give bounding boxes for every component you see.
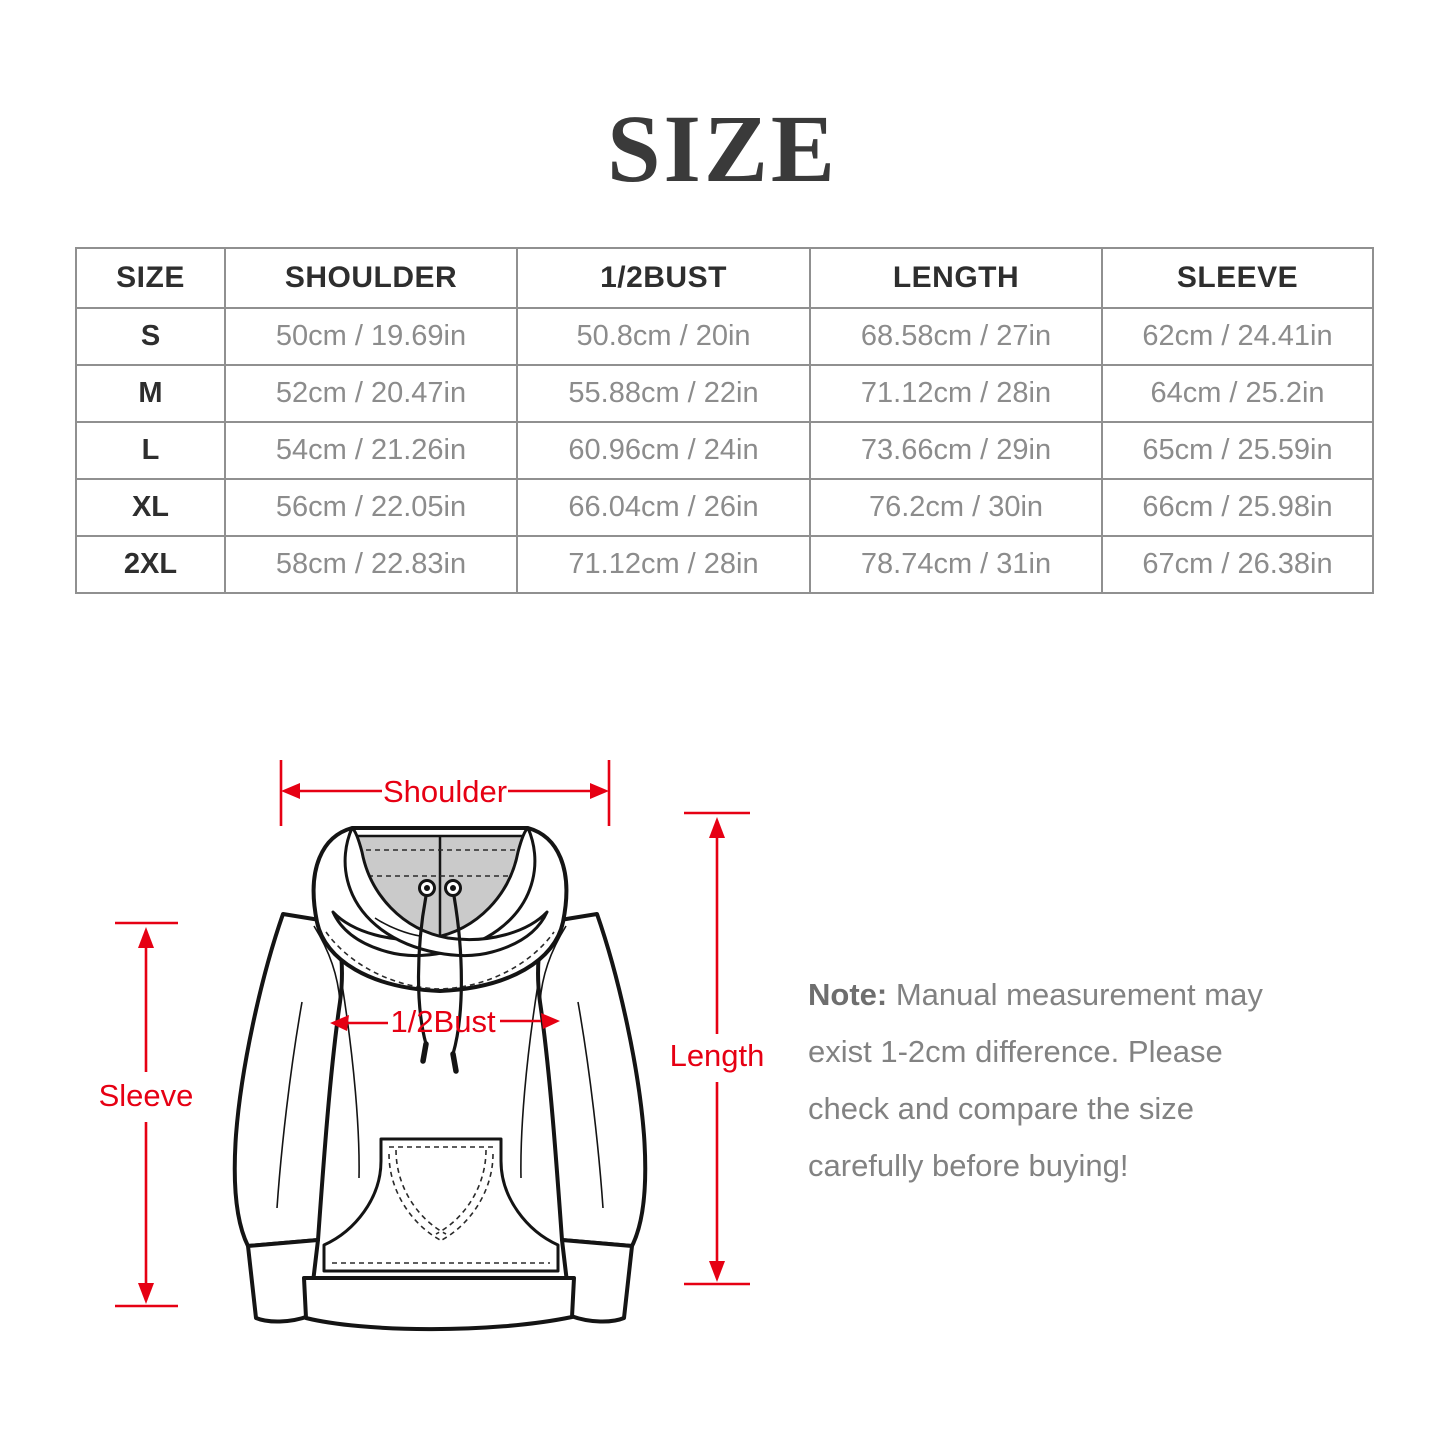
length-label: Length <box>669 1038 765 1073</box>
table-cell: 66.04cm / 26in <box>517 479 810 536</box>
note-line: exist 1-2cm difference. Please <box>808 1034 1223 1069</box>
table-cell: 65cm / 25.59in <box>1102 422 1373 479</box>
shoulder-label: Shoulder <box>382 774 508 809</box>
table-cell: 58cm / 22.83in <box>225 536 517 593</box>
page-title: SIZE <box>607 95 838 202</box>
header-halfbust: 1/2BUST <box>517 248 810 308</box>
table-cell: 52cm / 20.47in <box>225 365 517 422</box>
table-cell: 50cm / 19.69in <box>225 308 517 365</box>
shoulder-dimension <box>281 760 609 826</box>
header-shoulder: SHOULDER <box>225 248 517 308</box>
size-label: M <box>76 365 225 422</box>
table-cell: 56cm / 22.05in <box>225 479 517 536</box>
size-table <box>75 247 1374 594</box>
table-cell: 60.96cm / 24in <box>517 422 810 479</box>
table-cell: 68.58cm / 27in <box>810 308 1102 365</box>
half-bust-label: 1/2Bust <box>390 1004 496 1039</box>
table-cell: 78.74cm / 31in <box>810 536 1102 593</box>
note-text <box>808 966 1378 1194</box>
table-row <box>76 365 1373 422</box>
table-row <box>76 536 1373 593</box>
table-cell: 55.88cm / 22in <box>517 365 810 422</box>
table-row <box>76 308 1373 365</box>
note-line: carefully before buying! <box>808 1148 1129 1183</box>
table-cell: 76.2cm / 30in <box>810 479 1102 536</box>
table-row <box>76 422 1373 479</box>
table-header-row <box>76 248 1373 308</box>
table-cell: 73.66cm / 29in <box>810 422 1102 479</box>
table-cell: 67cm / 26.38in <box>1102 536 1373 593</box>
header-sleeve: SLEEVE <box>1102 248 1373 308</box>
size-label: L <box>76 422 225 479</box>
header-length: LENGTH <box>810 248 1102 308</box>
table-cell: 64cm / 25.2in <box>1102 365 1373 422</box>
length-dimension <box>670 813 765 1284</box>
table-cell: 71.12cm / 28in <box>810 365 1102 422</box>
size-label: 2XL <box>76 536 225 593</box>
hoodie-sketch <box>235 828 646 1329</box>
table-cell: 66cm / 25.98in <box>1102 479 1373 536</box>
table-row <box>76 479 1373 536</box>
size-label: S <box>76 308 225 365</box>
header-size: SIZE <box>76 248 225 308</box>
hoodie-measurement-diagram <box>90 740 790 1360</box>
sleeve-dimension <box>99 923 194 1306</box>
size-label: XL <box>76 479 225 536</box>
table-cell: 71.12cm / 28in <box>517 536 810 593</box>
note-line: Note: Manual measurement may <box>808 977 1263 1012</box>
table-cell: 62cm / 24.41in <box>1102 308 1373 365</box>
note-line: check and compare the size <box>808 1091 1194 1126</box>
sleeve-label: Sleeve <box>98 1078 194 1113</box>
table-cell: 54cm / 21.26in <box>225 422 517 479</box>
note-label: Note: <box>808 977 888 1012</box>
table-cell: 50.8cm / 20in <box>517 308 810 365</box>
hem-band <box>304 1278 574 1329</box>
